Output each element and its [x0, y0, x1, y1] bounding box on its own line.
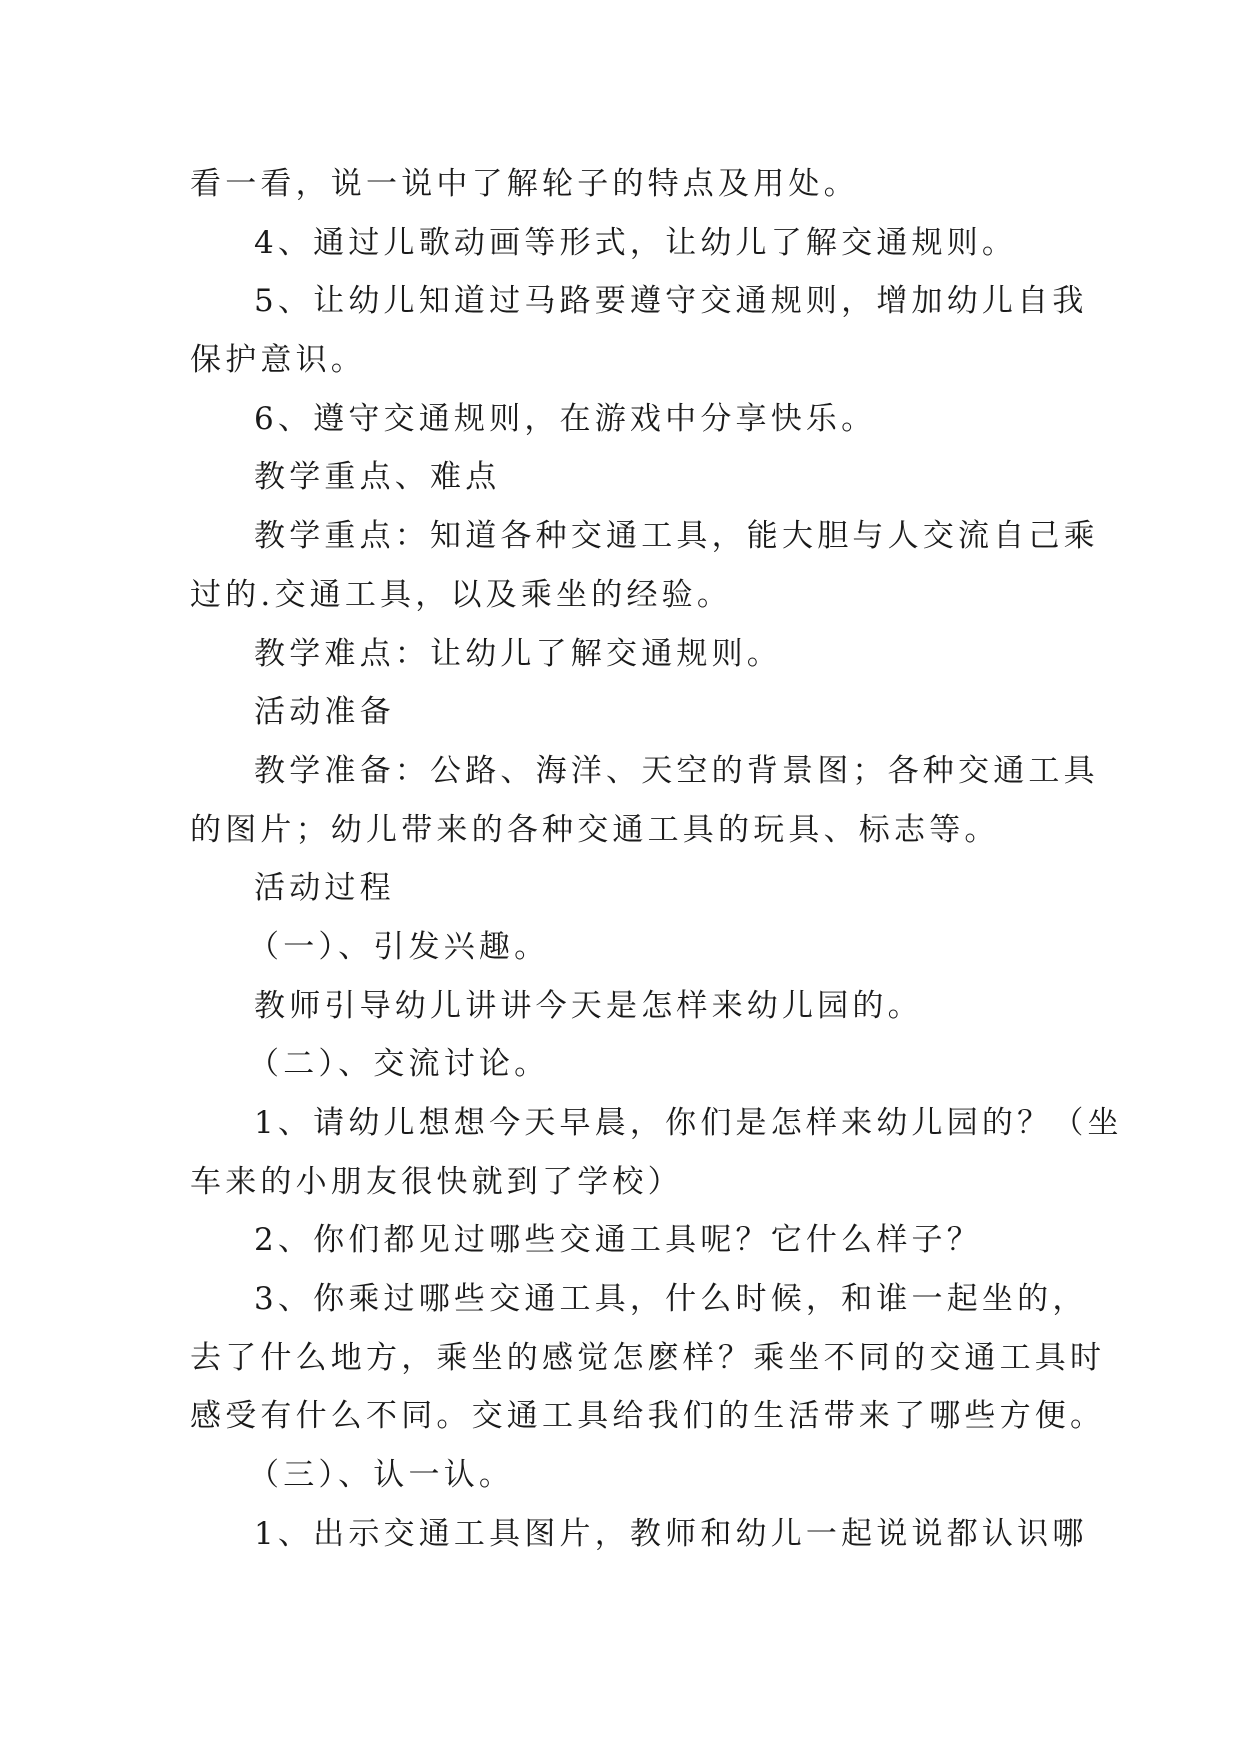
text-line: 教师引导幼儿讲讲今天是怎样来幼儿园的。 [254, 987, 923, 1024]
text-line: 教学重点：知道各种交通工具，能大胆与人交流自己乘 [254, 518, 1099, 555]
text-line: 保护意识。 [190, 342, 366, 379]
text-line: 看一看，说一说中了解轮子的特点及用处。 [190, 166, 859, 202]
section-heading: 活动准备 [254, 694, 395, 731]
text-line: 感受有什么不同。交通工具给我们的生活带来了哪些方便。 [190, 1398, 1106, 1435]
text-line: 过的.交通工具，以及乘坐的经验。 [190, 576, 733, 613]
text-line: 4、通过儿歌动画等形式，让幼儿了解交通规则。 [254, 224, 1018, 261]
text-line: 的图片；幼儿带来的各种交通工具的玩具、标志等。 [190, 811, 1000, 848]
subsection-heading: （二）、交流讨论。 [248, 1046, 550, 1083]
text-line: 2、你们都见过哪些交通工具呢？它什么样子？ [254, 1222, 982, 1259]
section-heading: 教学重点、难点 [254, 459, 501, 496]
text-line: 1、请幼儿想想今天早晨，你们是怎样来幼儿园的？（坐 [254, 1105, 1123, 1141]
text-line: 6、遵守交通规则，在游戏中分享快乐。 [254, 400, 877, 437]
text-line: 车来的小朋友很快就到了学校） [190, 1163, 683, 1200]
text-line: 5、让幼儿知道过马路要遵守交通规则，增加幼儿自我 [254, 283, 1088, 320]
subsection-heading: （一）、引发兴趣。 [248, 928, 550, 965]
section-heading: 活动过程 [254, 870, 395, 907]
subsection-heading: （三）、认一认。 [248, 1457, 515, 1494]
text-line: 教学难点：让幼儿了解交通规则。 [254, 635, 782, 672]
text-line: 3、你乘过哪些交通工具，什么时候，和谁一起坐的， [254, 1281, 1088, 1318]
text-line: 教学准备：公路、海洋、天空的背景图；各种交通工具 [254, 752, 1099, 789]
text-line: 1、出示交通工具图片，教师和幼儿一起说说都认识哪 [254, 1515, 1088, 1552]
text-line: 去了什么地方，乘坐的感觉怎麽样？乘坐不同的交通工具时 [190, 1339, 1106, 1376]
document-body [190, 155, 1123, 1564]
